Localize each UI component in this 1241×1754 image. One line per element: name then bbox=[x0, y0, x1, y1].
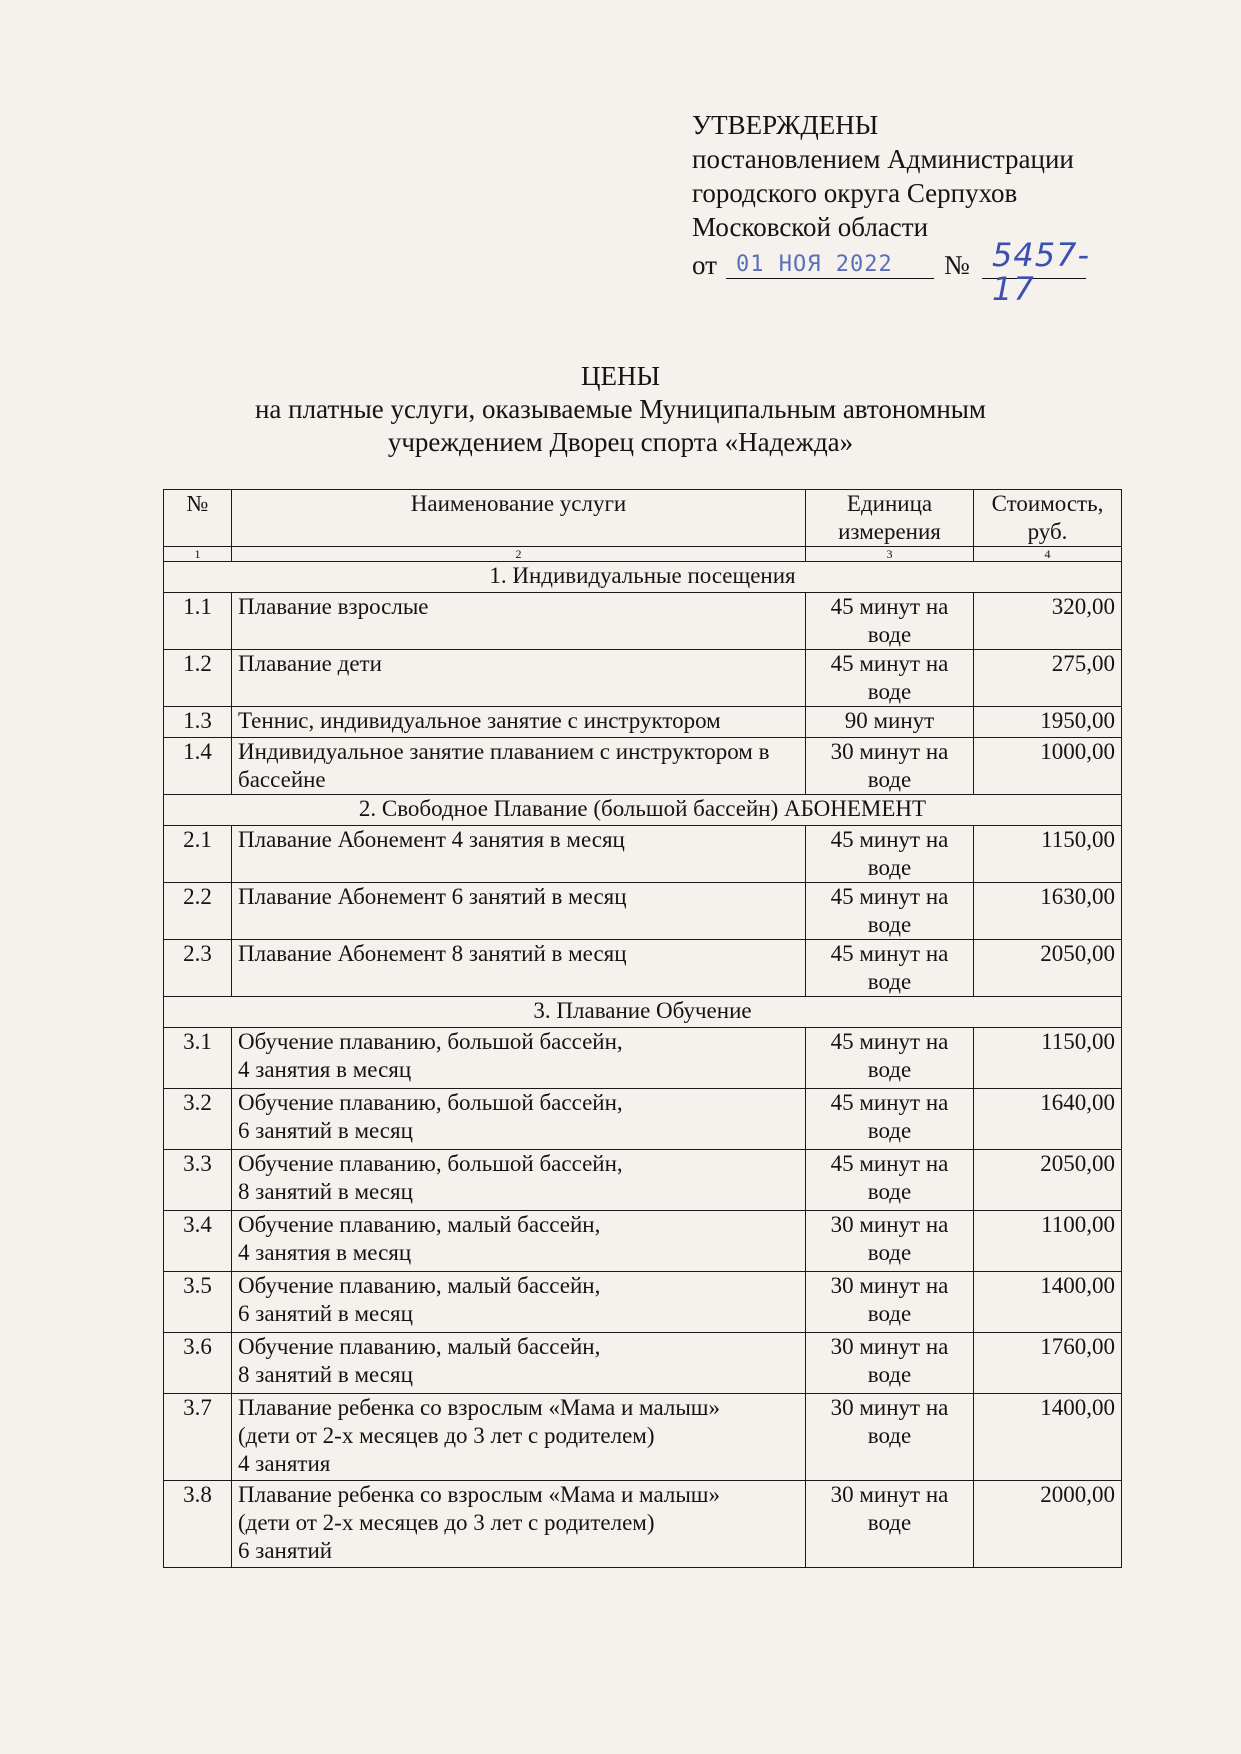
row-name-line: Обучение плаванию, малый бассейн, bbox=[238, 1273, 601, 1298]
row-name bbox=[232, 1211, 806, 1272]
table-row bbox=[164, 593, 1122, 650]
row-price: 1400,00 bbox=[974, 1394, 1122, 1481]
row-price: 1760,00 bbox=[974, 1333, 1122, 1394]
row-price: 1100,00 bbox=[974, 1211, 1122, 1272]
row-name-line: Обучение плаванию, большой бассейн, bbox=[238, 1029, 623, 1054]
title-heading: ЦЕНЫ bbox=[580, 361, 661, 391]
handwritten-number: 5457-17 bbox=[992, 236, 1090, 308]
row-name: Плавание Абонемент 6 занятий в месяц bbox=[232, 883, 806, 940]
row-name-line: 6 занятий в месяц bbox=[238, 1118, 413, 1143]
document-title bbox=[0, 360, 1241, 459]
table-row bbox=[164, 1333, 1122, 1394]
row-name-line: Плавание ребенка со взрослым «Мама и малыш» bbox=[238, 1482, 720, 1507]
row-num: 3.6 bbox=[164, 1333, 232, 1394]
table-row bbox=[164, 707, 1122, 738]
row-price: 2050,00 bbox=[974, 940, 1122, 997]
table-row bbox=[164, 1272, 1122, 1333]
table-row bbox=[164, 650, 1122, 707]
row-name-line: Обучение плаванию, малый бассейн, bbox=[238, 1212, 601, 1237]
row-name: Индивидуальное занятие плаванием с инструктором в бассейне bbox=[232, 738, 806, 795]
row-unit: 45 минут на воде bbox=[806, 940, 974, 997]
section-row bbox=[164, 562, 1122, 593]
row-num: 1.4 bbox=[164, 738, 232, 795]
row-price: 2050,00 bbox=[974, 1150, 1122, 1211]
table-row bbox=[164, 1089, 1122, 1150]
row-name: Плавание Абонемент 4 занятия в месяц bbox=[232, 826, 806, 883]
row-name bbox=[232, 1333, 806, 1394]
row-price: 275,00 bbox=[974, 650, 1122, 707]
column-number: 4 bbox=[974, 547, 1122, 562]
column-number: 3 bbox=[806, 547, 974, 562]
row-unit: 45 минут на воде bbox=[806, 826, 974, 883]
header-price: Стоимость, руб. bbox=[974, 490, 1122, 547]
row-name bbox=[232, 1028, 806, 1089]
row-num: 2.2 bbox=[164, 883, 232, 940]
row-unit: 45 минут на воде bbox=[806, 593, 974, 650]
table-row bbox=[164, 940, 1122, 997]
row-name: Плавание дети bbox=[232, 650, 806, 707]
row-name bbox=[232, 1394, 806, 1481]
row-name-line: Плавание ребенка со взрослым «Мама и малыш» bbox=[238, 1395, 720, 1420]
row-price: 1640,00 bbox=[974, 1089, 1122, 1150]
row-unit: 45 минут на воде bbox=[806, 1150, 974, 1211]
table-header-row bbox=[164, 490, 1122, 547]
row-name bbox=[232, 1150, 806, 1211]
section-row bbox=[164, 997, 1122, 1028]
row-price: 1630,00 bbox=[974, 883, 1122, 940]
row-unit: 30 минут на воде bbox=[806, 1333, 974, 1394]
row-num: 1.3 bbox=[164, 707, 232, 738]
row-price: 1150,00 bbox=[974, 1028, 1122, 1089]
row-num: 3.2 bbox=[164, 1089, 232, 1150]
column-number: 2 bbox=[232, 547, 806, 562]
row-unit: 30 минут на воде bbox=[806, 1211, 974, 1272]
row-price: 2000,00 bbox=[974, 1481, 1122, 1568]
row-name bbox=[232, 1089, 806, 1150]
table-row bbox=[164, 1150, 1122, 1211]
title-line: на платные услуги, оказываемые Муниципальным автономным bbox=[254, 394, 987, 424]
section-row bbox=[164, 795, 1122, 826]
row-name-line: (дети от 2-х месяцев до 3 лет с родителем) bbox=[238, 1423, 655, 1448]
row-name-line: Обучение плаванию, большой бассейн, bbox=[238, 1151, 623, 1176]
price-table bbox=[163, 489, 1122, 1568]
title-line: учреждением Дворец спорта «Надежда» bbox=[387, 427, 854, 457]
row-price: 1400,00 bbox=[974, 1272, 1122, 1333]
row-num: 2.3 bbox=[164, 940, 232, 997]
row-num: 3.7 bbox=[164, 1394, 232, 1481]
header-unit: Единица измерения bbox=[806, 490, 974, 547]
approval-date-number-row bbox=[692, 236, 1090, 308]
approval-line: постановлением Администрации bbox=[692, 144, 1074, 174]
row-name: Плавание Абонемент 8 занятий в месяц bbox=[232, 940, 806, 997]
row-name-line: 6 занятий в месяц bbox=[238, 1301, 413, 1326]
row-unit: 90 минут bbox=[806, 707, 974, 738]
table-row bbox=[164, 883, 1122, 940]
table-row bbox=[164, 826, 1122, 883]
table-row bbox=[164, 1028, 1122, 1089]
table-row bbox=[164, 1394, 1122, 1481]
row-name-line: Обучение плаванию, малый бассейн, bbox=[238, 1334, 601, 1359]
row-name-line: 4 занятия в месяц bbox=[238, 1057, 412, 1082]
row-unit: 30 минут на воде bbox=[806, 1481, 974, 1568]
row-unit: 30 минут на воде bbox=[806, 1272, 974, 1333]
row-num: 3.8 bbox=[164, 1481, 232, 1568]
approval-block bbox=[692, 108, 1090, 308]
row-num: 3.5 bbox=[164, 1272, 232, 1333]
row-name-line: Обучение плаванию, большой бассейн, bbox=[238, 1090, 623, 1115]
header-num: № bbox=[164, 490, 232, 547]
row-price: 1150,00 bbox=[974, 826, 1122, 883]
approval-line: городского округа Серпухов bbox=[692, 178, 1018, 208]
row-name-line: 8 занятий в месяц bbox=[238, 1179, 413, 1204]
table-row bbox=[164, 738, 1122, 795]
row-name-line: 6 занятий bbox=[238, 1538, 333, 1563]
section-title: 2. Свободное Плавание (большой бассейн) АБОНЕМЕНТ bbox=[164, 795, 1122, 826]
row-num: 3.1 bbox=[164, 1028, 232, 1089]
row-name-line: (дети от 2-х месяцев до 3 лет с родителем) bbox=[238, 1510, 655, 1535]
section-title: 1. Индивидуальные посещения bbox=[164, 562, 1122, 593]
approval-heading: УТВЕРЖДЕНЫ bbox=[692, 110, 879, 140]
row-price: 1000,00 bbox=[974, 738, 1122, 795]
row-name-line: 4 занятия в месяц bbox=[238, 1240, 412, 1265]
row-name: Теннис, индивидуальное занятие с инструктором bbox=[232, 707, 806, 738]
column-number-row bbox=[164, 547, 1122, 562]
row-price: 1950,00 bbox=[974, 707, 1122, 738]
row-num: 3.4 bbox=[164, 1211, 232, 1272]
row-unit: 45 минут на воде bbox=[806, 883, 974, 940]
row-num: 2.1 bbox=[164, 826, 232, 883]
date-stamp: 01 НОЯ 2022 bbox=[736, 252, 893, 277]
row-num: 1.2 bbox=[164, 650, 232, 707]
column-number: 1 bbox=[164, 547, 232, 562]
row-unit: 45 минут на воде bbox=[806, 1028, 974, 1089]
number-label: № bbox=[944, 250, 970, 280]
header-name: Наименование услуги bbox=[232, 490, 806, 547]
row-price: 320,00 bbox=[974, 593, 1122, 650]
approval-line: Московской области bbox=[692, 212, 929, 242]
row-name bbox=[232, 1272, 806, 1333]
row-unit: 45 минут на воде bbox=[806, 650, 974, 707]
row-unit: 45 минут на воде bbox=[806, 1089, 974, 1150]
row-name-line: 4 занятия bbox=[238, 1451, 331, 1476]
row-num: 3.3 bbox=[164, 1150, 232, 1211]
row-name-line: 8 занятий в месяц bbox=[238, 1362, 413, 1387]
row-name: Плавание взрослые bbox=[232, 593, 806, 650]
row-unit: 30 минут на воде bbox=[806, 1394, 974, 1481]
row-name bbox=[232, 1481, 806, 1568]
row-unit: 30 минут на воде bbox=[806, 738, 974, 795]
from-label: от bbox=[692, 250, 717, 280]
table-row bbox=[164, 1211, 1122, 1272]
row-num: 1.1 bbox=[164, 593, 232, 650]
section-title: 3. Плавание Обучение bbox=[164, 997, 1122, 1028]
table-row bbox=[164, 1481, 1122, 1568]
